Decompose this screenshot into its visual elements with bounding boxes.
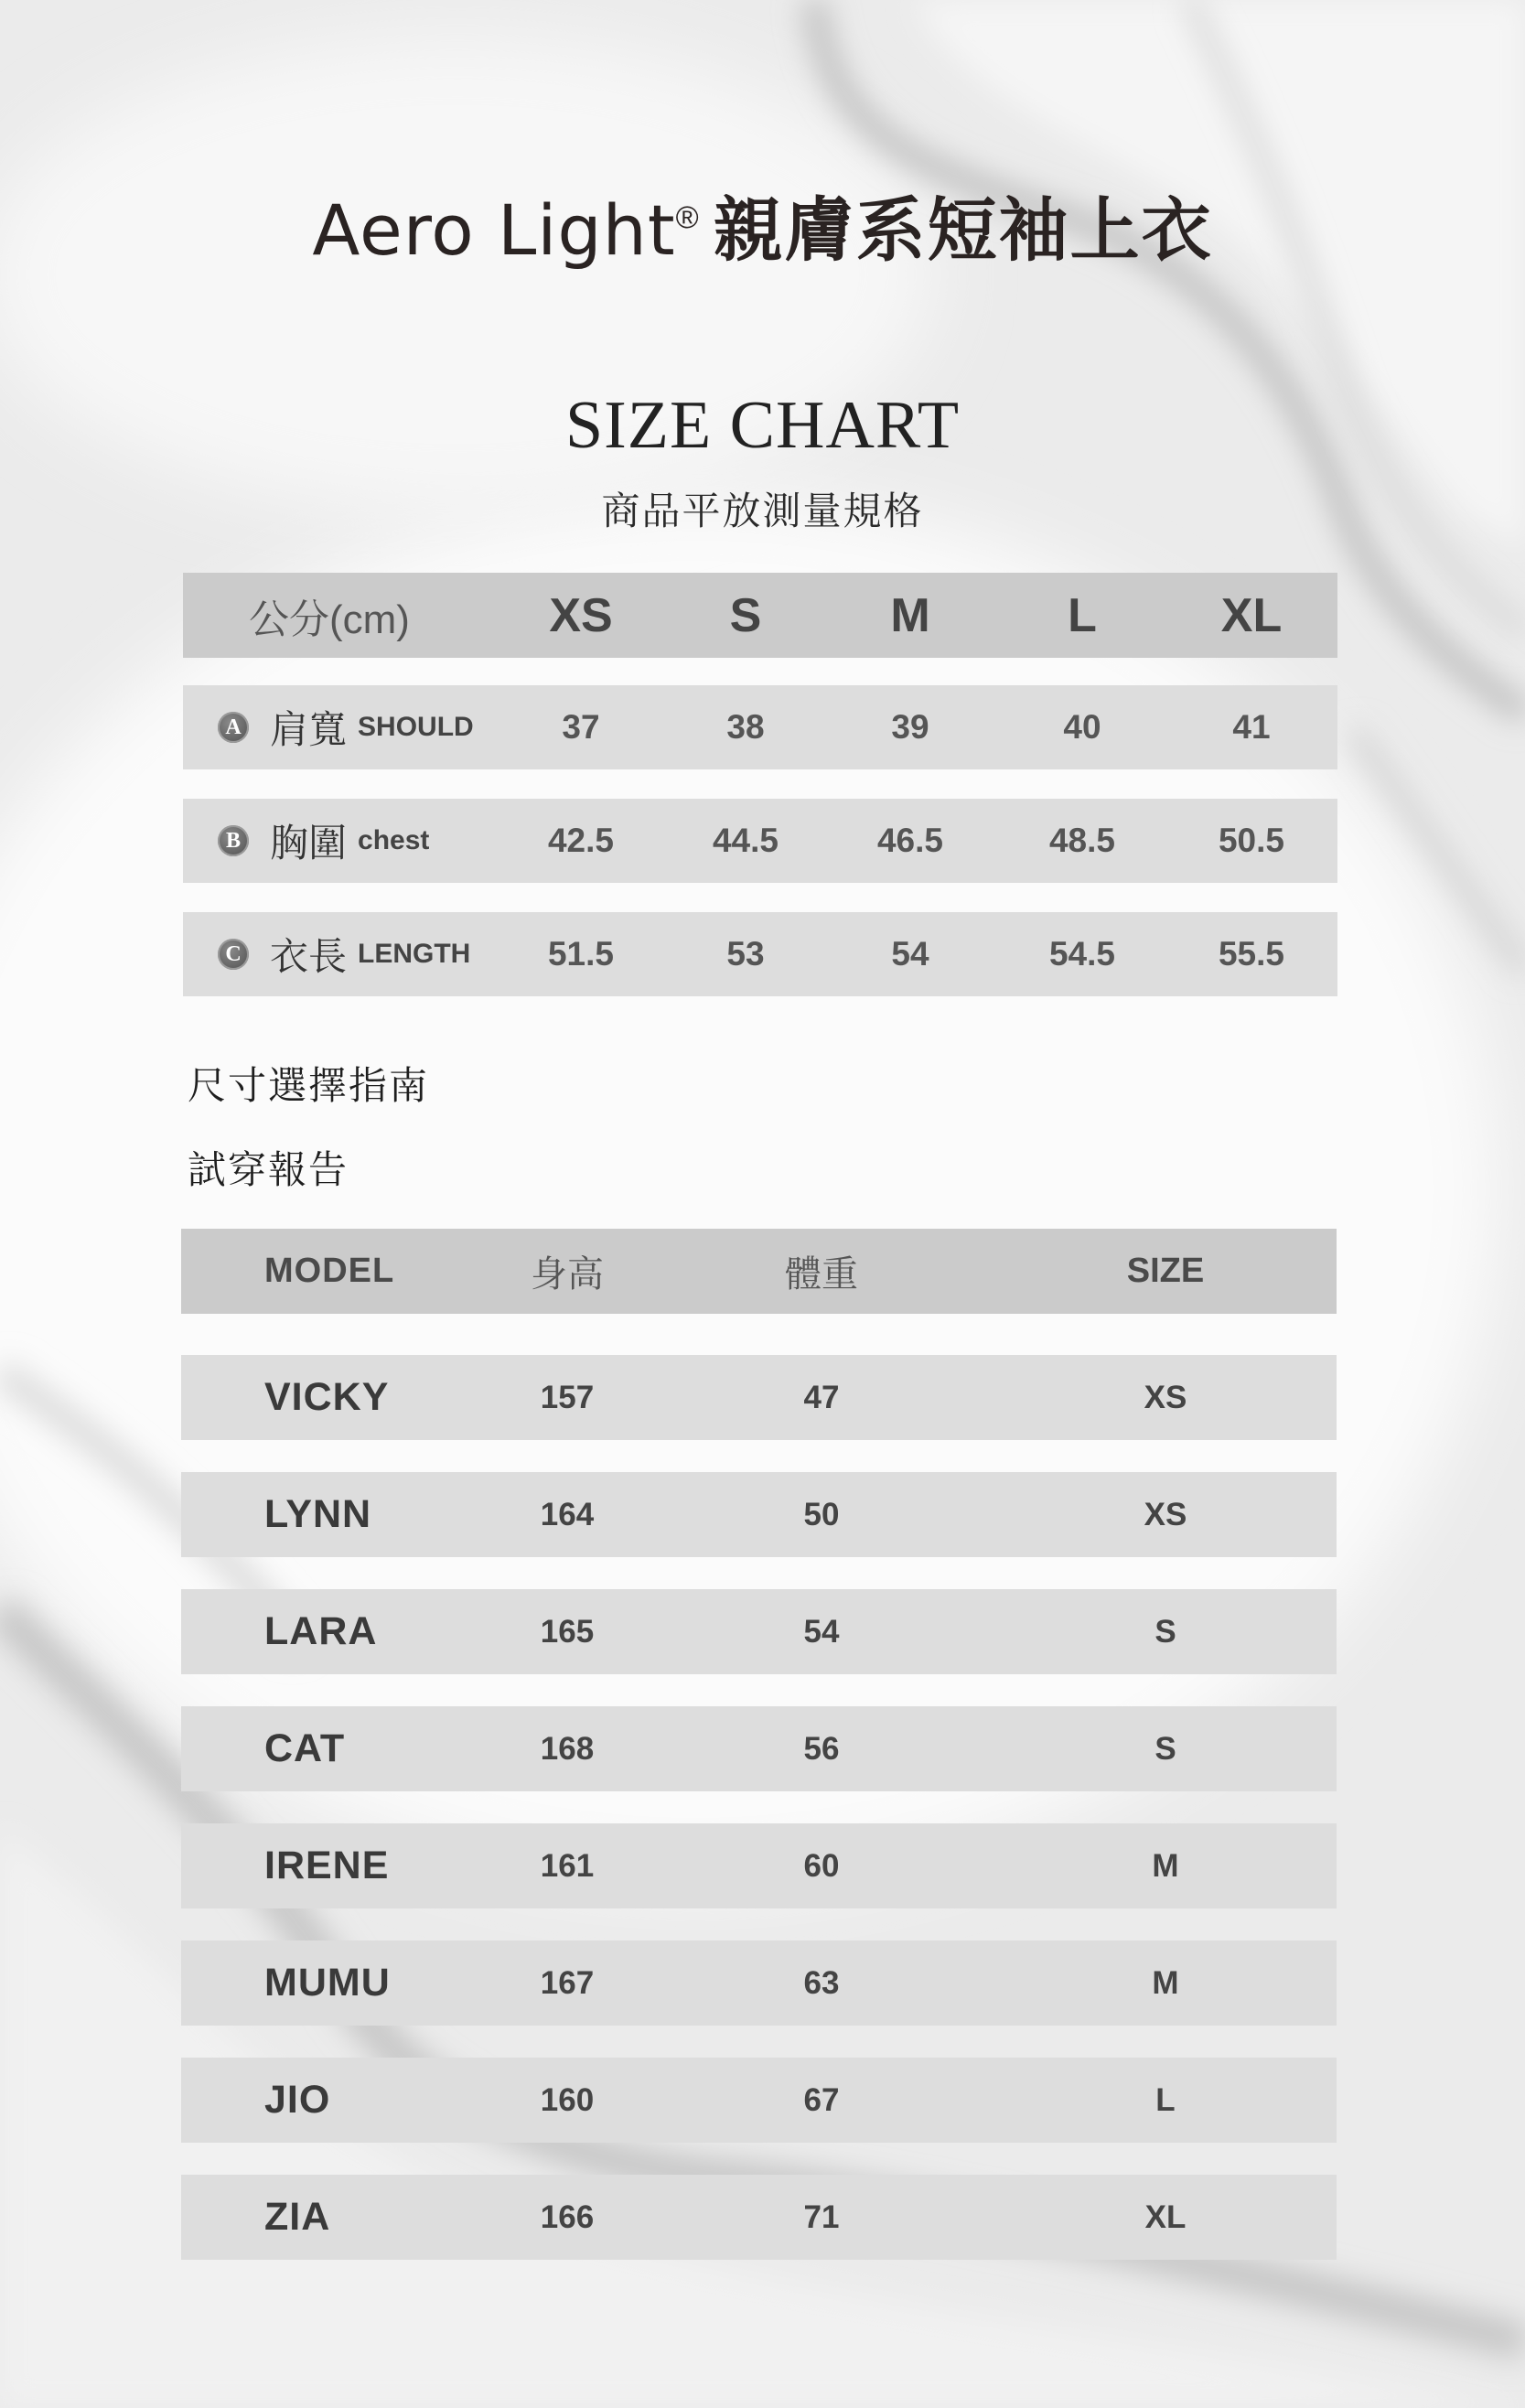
- model-height: 165: [540, 1613, 595, 1650]
- size-row-chest: [183, 799, 1337, 883]
- model-size: S: [1154, 1730, 1176, 1767]
- size-value: 46.5: [876, 822, 943, 859]
- unit-label: 公分(cm): [249, 597, 410, 642]
- model-size: M: [1152, 1964, 1179, 2001]
- row-label-en: LENGTH: [358, 939, 471, 969]
- model-weight: 71: [803, 2198, 840, 2235]
- table-row: [181, 1706, 1337, 1791]
- size-value: 48.5: [1048, 822, 1115, 859]
- size-row-shoulder: [183, 685, 1337, 769]
- table-row: [181, 1589, 1337, 1674]
- table-row: [181, 1472, 1337, 1557]
- size-guide-title: 尺寸選擇指南: [188, 1064, 430, 1107]
- size-header-xs: XS: [549, 588, 613, 642]
- model-height: 166: [540, 2198, 595, 2235]
- model-name: CAT: [264, 1726, 346, 1770]
- product-name: 親膚系短袖上衣: [713, 192, 1213, 270]
- size-value: 53: [726, 935, 765, 973]
- model-size: L: [1155, 2081, 1176, 2118]
- table-row: [181, 1823, 1337, 1908]
- brand-name: Aero Light: [312, 189, 676, 271]
- registered-mark: ®: [675, 200, 699, 235]
- header-model: MODEL: [264, 1252, 395, 1290]
- row-label-en: chest: [358, 825, 430, 855]
- size-value: 38: [726, 708, 765, 746]
- model-name: IRENE: [264, 1844, 390, 1887]
- size-header-m: M: [890, 588, 930, 642]
- product-title: [0, 183, 1525, 278]
- size-value: 44.5: [712, 822, 779, 859]
- model-height: 161: [540, 1847, 595, 1884]
- model-weight: 50: [803, 1496, 840, 1532]
- model-size: M: [1152, 1847, 1179, 1884]
- size-value: 41: [1232, 708, 1271, 746]
- size-value: 42.5: [547, 822, 614, 859]
- model-weight: 54: [803, 1613, 840, 1650]
- row-label-zh: 胸圍: [270, 822, 348, 865]
- size-row-length: [183, 912, 1337, 996]
- size-chart-heading: SIZE CHART: [564, 388, 961, 463]
- model-name: LARA: [264, 1609, 378, 1653]
- table-row: [181, 2058, 1337, 2143]
- model-weight: 56: [803, 1730, 840, 1767]
- model-size: XS: [1144, 1379, 1187, 1415]
- size-value: 54: [891, 935, 929, 973]
- badge-c-icon: C: [218, 939, 249, 970]
- model-height: 160: [540, 2081, 595, 2118]
- size-value: 54.5: [1048, 935, 1115, 973]
- row-label-zh: 衣長: [270, 935, 348, 978]
- table-row: [181, 1355, 1337, 1440]
- model-name: VICKY: [264, 1375, 390, 1419]
- size-value: 50.5: [1218, 822, 1284, 859]
- size-chart-subheading: 商品平放測量規格: [601, 489, 924, 532]
- model-height: 157: [540, 1379, 595, 1415]
- badge-b-icon: B: [218, 825, 249, 856]
- size-header-xl: XL: [1220, 588, 1283, 642]
- header-size: SIZE: [1126, 1252, 1205, 1290]
- row-label: [270, 799, 429, 883]
- size-value: 40: [1063, 708, 1101, 746]
- model-size: XL: [1144, 2198, 1187, 2235]
- model-weight: 63: [803, 1964, 840, 2001]
- size-value: 55.5: [1218, 935, 1284, 973]
- model-size: S: [1154, 1613, 1176, 1650]
- row-label-zh: 肩寬: [270, 708, 348, 751]
- model-name: JIO: [264, 2078, 331, 2122]
- model-size: XS: [1144, 1496, 1187, 1532]
- size-value: 39: [891, 708, 929, 746]
- model-table-body: [181, 1355, 1337, 2260]
- row-label: [270, 912, 470, 996]
- model-weight: 67: [803, 2081, 840, 2118]
- size-header-s: S: [729, 588, 762, 642]
- model-height: 167: [540, 1964, 595, 2001]
- model-weight: 47: [803, 1379, 840, 1415]
- fitting-report-title: 試穿報告: [188, 1148, 349, 1191]
- size-table-header: [183, 573, 1337, 658]
- size-value: 37: [562, 708, 600, 746]
- header-height: 身高: [531, 1254, 604, 1295]
- size-header-l: L: [1068, 588, 1097, 642]
- header-weight: 體重: [785, 1254, 858, 1295]
- model-name: ZIA: [264, 2195, 331, 2239]
- table-row: [181, 1940, 1337, 2026]
- model-table-header: [181, 1229, 1337, 1314]
- row-label-en: SHOULD: [358, 712, 474, 742]
- model-height: 164: [540, 1496, 595, 1532]
- badge-a-icon: A: [218, 712, 249, 743]
- model-height: 168: [540, 1730, 595, 1767]
- size-value: 51.5: [547, 935, 614, 973]
- table-row: [181, 2175, 1337, 2260]
- model-name: MUMU: [264, 1961, 391, 2005]
- model-name: LYNN: [264, 1492, 372, 1536]
- row-label: [270, 685, 474, 769]
- model-weight: 60: [803, 1847, 840, 1884]
